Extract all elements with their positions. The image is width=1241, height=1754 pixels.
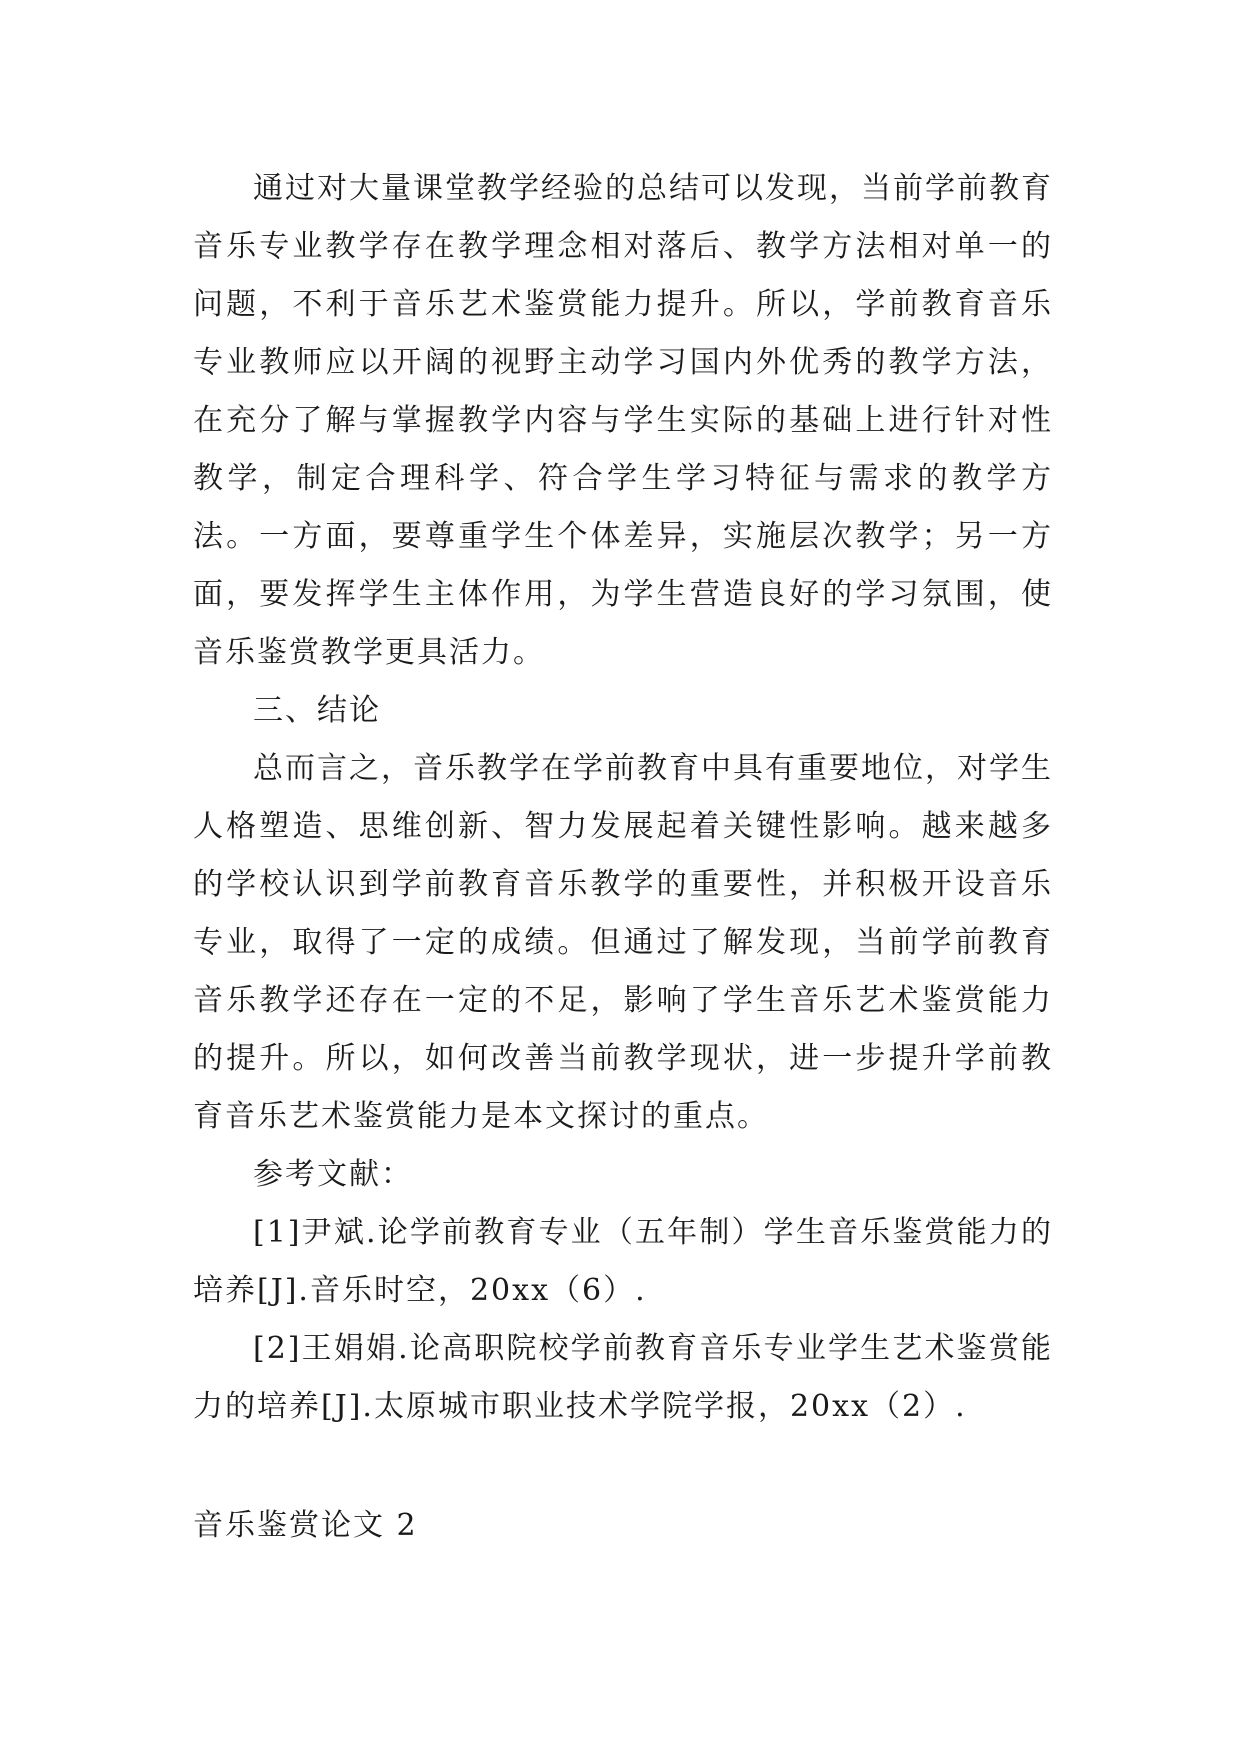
reference-item-2: [2]王娟娟.论高职院校学前教育音乐专业学生艺术鉴赏能力的培养[J].太原城市职业技术学院学报，20xx（2）.	[193, 1331, 1053, 1424]
body-paragraph: 通过对大量课堂教学经验的总结可以发现，当前学前教育音乐专业教学存在教学理念相对落后、教学方法相对单一的问题，不利于音乐艺术鉴赏能力提升。所以，学前教育音乐专业教师应以开阔的视野主动学习国内外优秀的教学方法，在充分了解与掌握教学内容与学生实际的基础上进行针对性教学，制定合理科学、符合学生学习特征与需求的教学方法。一方面，要尊重学生个体差异，实施层次教学；另一方面，要发挥学生主体作用，为学生营造良好的学习氛围，使音乐鉴赏教学更具活力。	[193, 171, 1053, 670]
references-heading: 参考文献：	[253, 1157, 413, 1192]
document-body	[193, 160, 1053, 1436]
body-paragraph: 总而言之，音乐教学在学前教育中具有重要地位，对学生人格塑造、思维创新、智力发展起着关键性影响。越来越多的学校认识到学前教育音乐教学的重要性，并积极开设音乐专业，取得了一定的成绩。但通过了解发现，当前学前教育音乐教学还存在一定的不足，影响了学生音乐艺术鉴赏能力的提升。所以，如何改善当前教学现状，进一步提升学前教育音乐艺术鉴赏能力是本文探讨的重点。	[193, 751, 1053, 1134]
next-section-title: 音乐鉴赏论文 2	[193, 1508, 418, 1543]
section-heading-conclusion: 三、结论	[253, 693, 381, 728]
reference-item-1: [1]尹斌.论学前教育专业（五年制）学生音乐鉴赏能力的培养[J].音乐时空，20xx（6）.	[193, 1215, 1053, 1308]
